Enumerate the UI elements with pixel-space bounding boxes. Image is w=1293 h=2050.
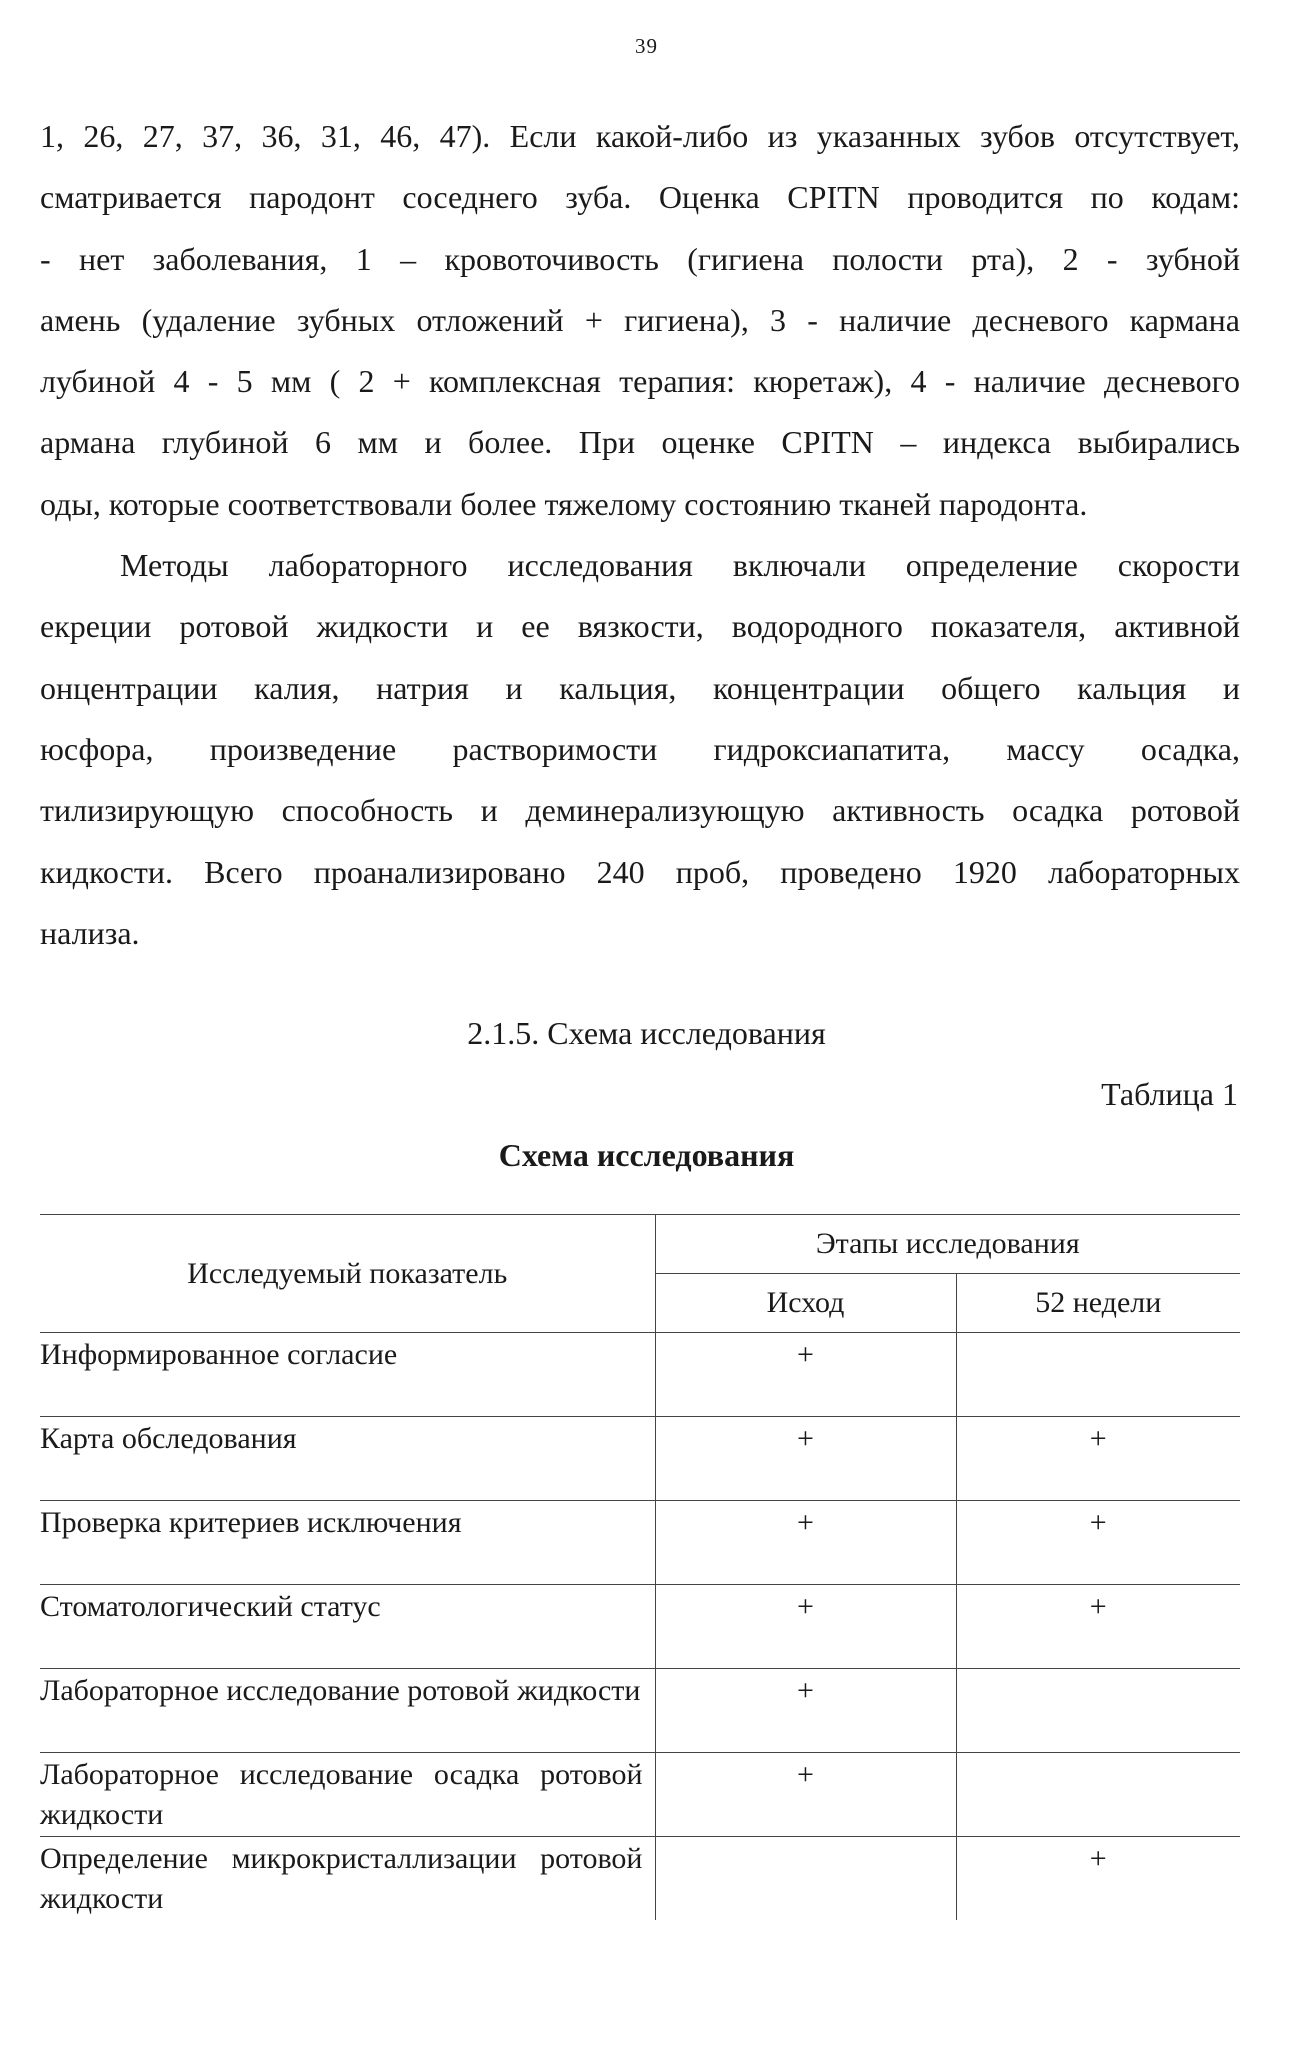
row-label: Карта обследования — [40, 1417, 655, 1501]
week52-mark — [956, 1669, 1240, 1753]
text-line: нализа. — [40, 914, 140, 951]
row-label: Лабораторное исследование ротовой жидкости — [40, 1669, 655, 1753]
table-row — [40, 1753, 1240, 1837]
week52-mark: + — [956, 1501, 1240, 1585]
table-row — [40, 1585, 1240, 1669]
header-stages-group: Этапы исследования — [655, 1215, 1240, 1274]
row-label: Лабораторное исследование осадка ротовой жидкости — [40, 1753, 655, 1837]
row-label: Определение микрокристаллизации ротовой жидкости — [40, 1837, 655, 1921]
text-line: тилизирующую способность и деминерализующую активность осадка ротовой — [40, 792, 1240, 829]
header-stage-week52: 52 недели — [956, 1274, 1240, 1333]
table-row — [40, 1669, 1240, 1753]
page-number: 39 — [635, 34, 658, 58]
text-line: Методы лабораторного исследования включали определение скорости — [120, 547, 1240, 584]
baseline-mark: + — [655, 1501, 956, 1585]
row-label: Проверка критериев исключения — [40, 1501, 655, 1585]
study-scheme-table — [40, 1214, 1240, 1920]
text-line: оды, которые соответствовали более тяжелому состоянию тканей пародонта. — [40, 485, 1088, 522]
table-row — [40, 1333, 1240, 1417]
baseline-mark: + — [655, 1417, 956, 1501]
table-row — [40, 1501, 1240, 1585]
section-heading: 2.1.5. Схема исследования — [467, 1015, 826, 1051]
table-row — [40, 1837, 1240, 1921]
baseline-mark — [655, 1837, 956, 1921]
baseline-mark: + — [655, 1753, 956, 1837]
header-stage-baseline: Исход — [655, 1274, 956, 1333]
text-line: юсфора, произведение растворимости гидроксиапатита, массу осадка, — [40, 730, 1240, 767]
text-line: 1, 26, 27, 37, 36, 31, 46, 47). Если какой-либо из указанных зубов отсутствует, — [40, 118, 1240, 154]
week52-mark: + — [956, 1837, 1240, 1921]
row-label: Стоматологический статус — [40, 1585, 655, 1669]
text-line: сматривается пародонт соседнего зуба. Оценка CPITN проводится по кодам: — [40, 179, 1240, 216]
text-line: амень (удаление зубных отложений + гигиена), 3 - наличие десневого кармана — [40, 301, 1240, 338]
table-number-label: Таблица 1 — [1101, 1076, 1238, 1112]
text-line: кидкости. Всего проанализировано 240 проб, проведено 1920 лабораторных — [40, 853, 1240, 890]
text-line: екреции ротовой жидкости и ее вязкости, водородного показателя, активной — [40, 608, 1240, 645]
baseline-mark: + — [655, 1333, 956, 1417]
week52-mark — [956, 1333, 1240, 1417]
week52-mark: + — [956, 1585, 1240, 1669]
text-line: онцентрации калия, натрия и кальция, концентрации общего кальция и — [40, 669, 1240, 706]
baseline-mark: + — [655, 1585, 956, 1669]
week52-mark — [956, 1753, 1240, 1837]
body-text — [40, 106, 1240, 964]
text-line: лубиной 4 - 5 мм ( 2 + комплексная терапия: кюретаж), 4 - наличие десневого — [40, 363, 1240, 400]
row-label: Информированное согласие — [40, 1333, 655, 1417]
text-line: армана глубиной 6 мм и более. При оценке CPITN – индекса выбирались — [40, 424, 1240, 461]
week52-mark: + — [956, 1417, 1240, 1501]
text-line: - нет заболевания, 1 – кровоточивость (гигиена полости рта), 2 - зубной — [40, 240, 1240, 277]
table-row — [40, 1417, 1240, 1501]
baseline-mark: + — [655, 1669, 956, 1753]
table-title: Схема исследования — [498, 1137, 795, 1173]
header-indicator: Исследуемый показатель — [40, 1215, 655, 1333]
